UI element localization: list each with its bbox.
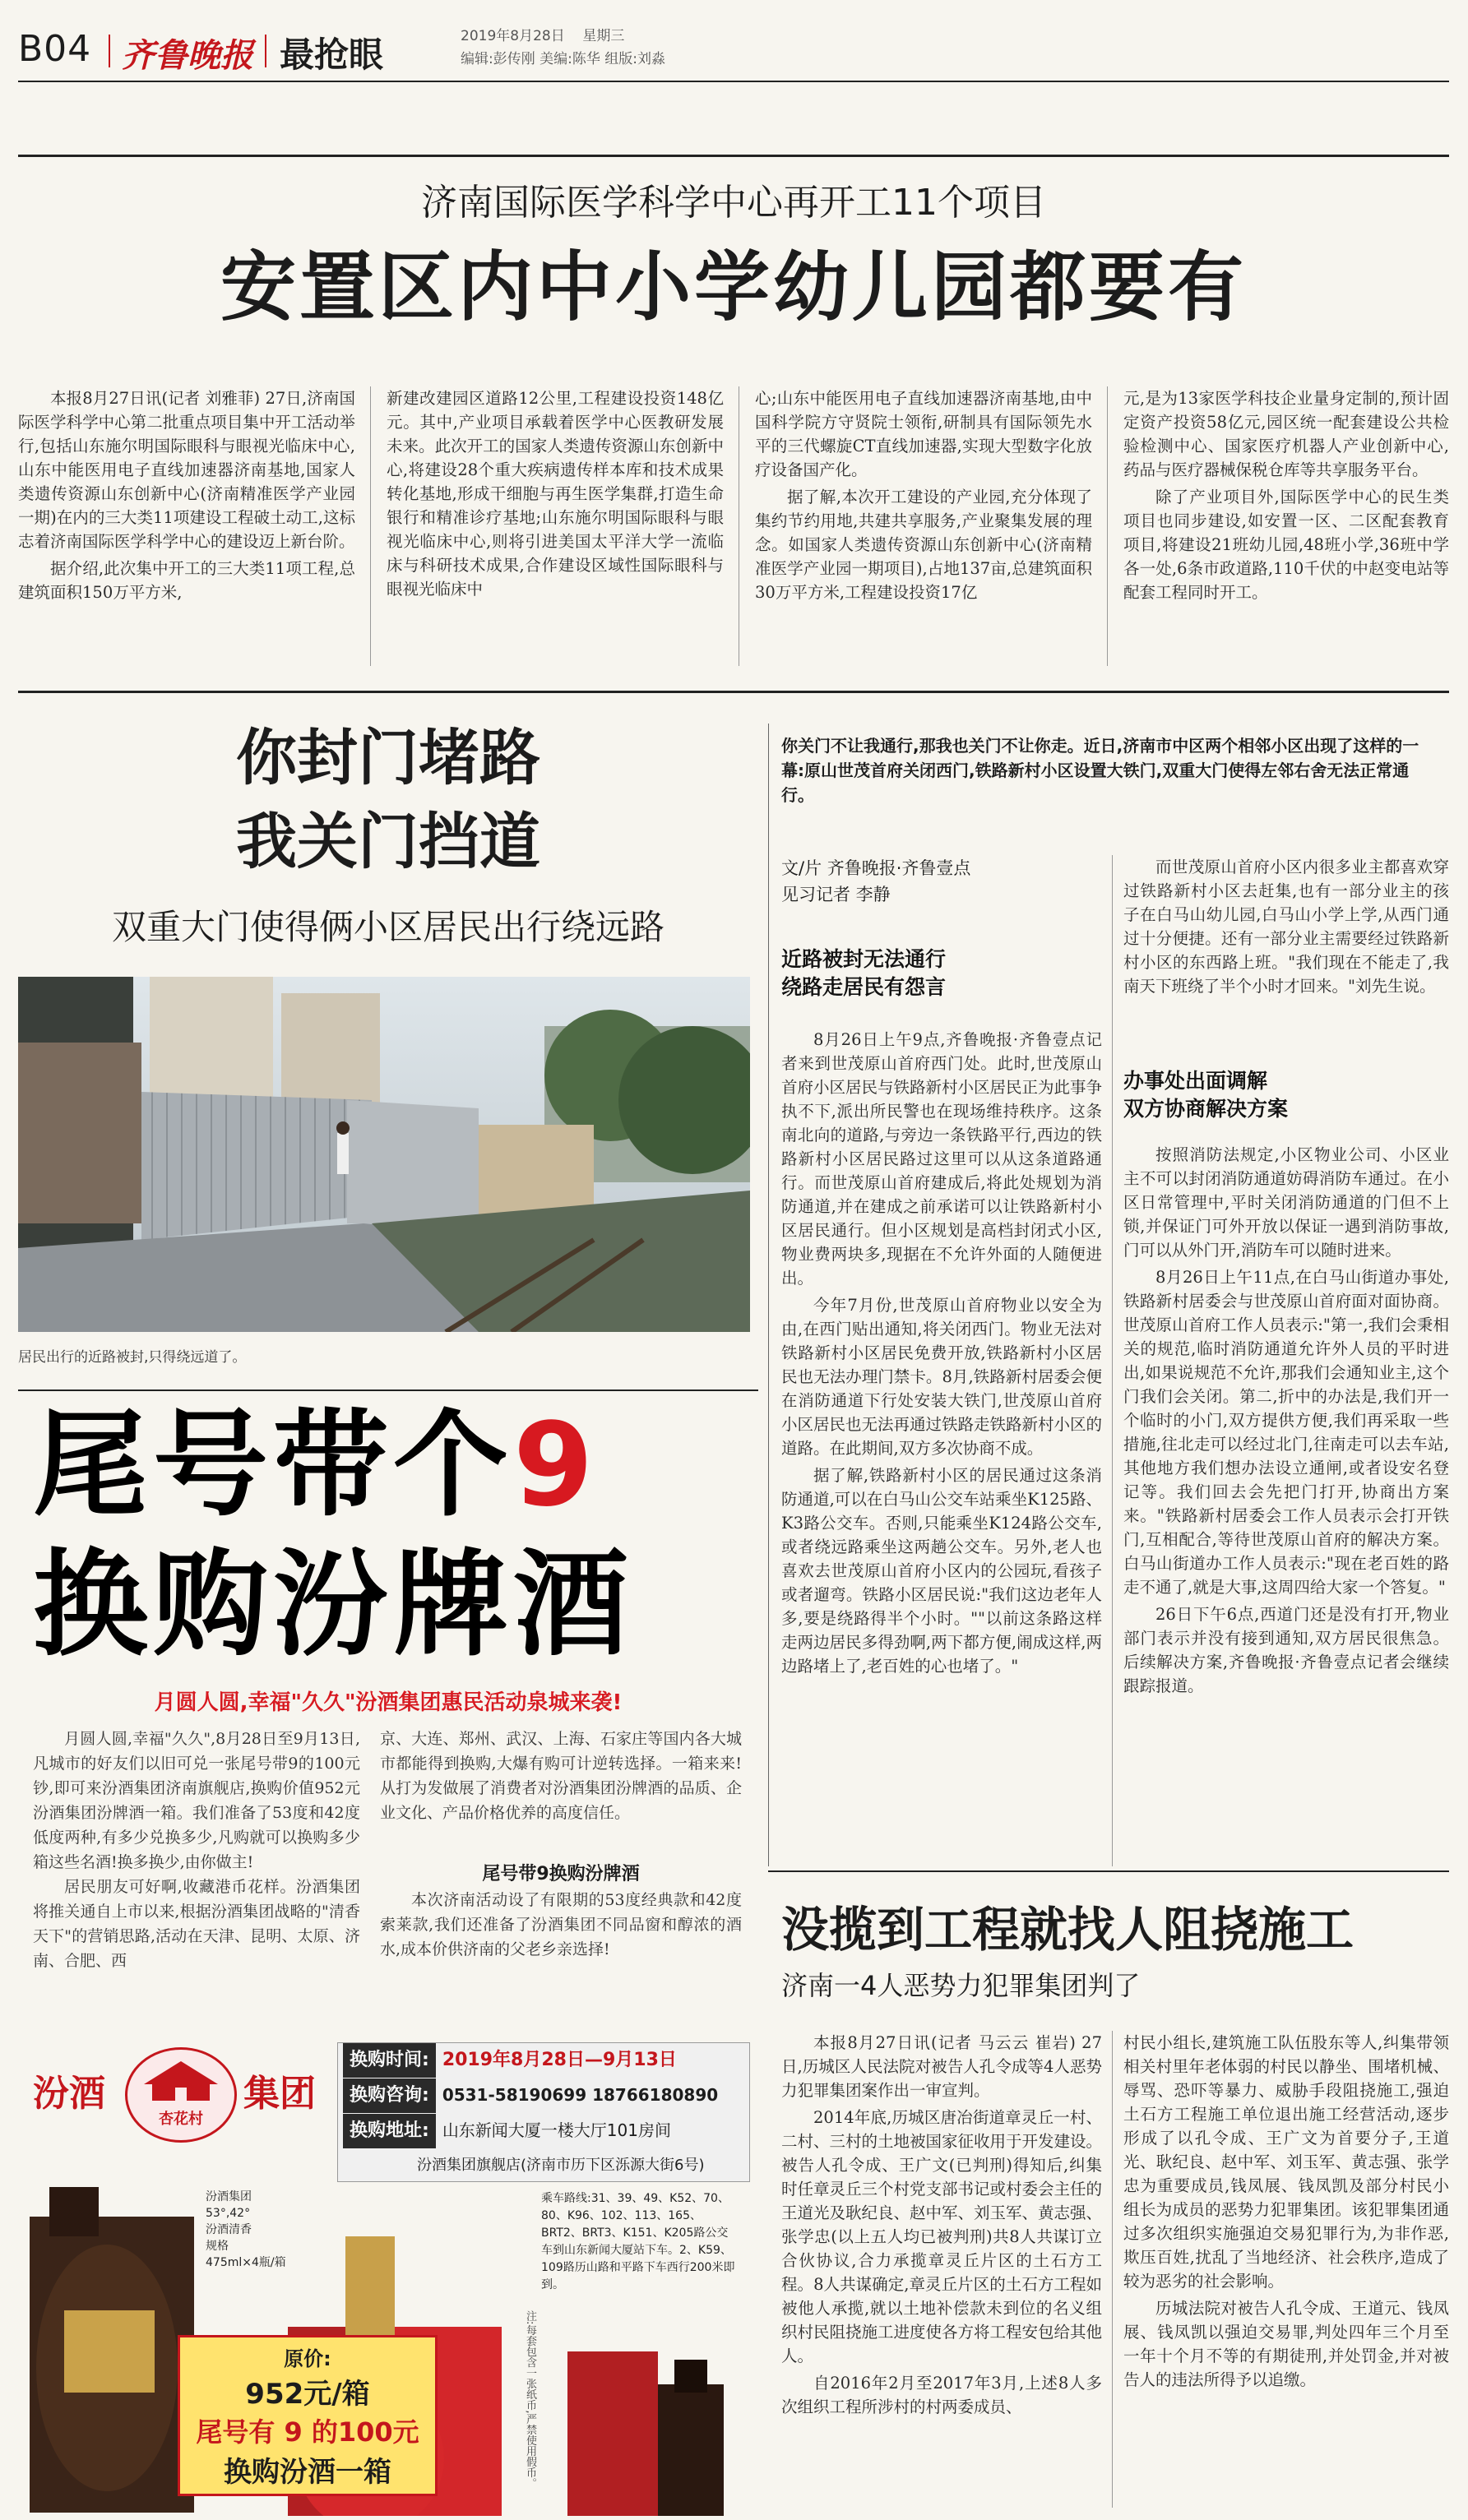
section-title: 最抢眼 xyxy=(280,35,384,75)
header-meta xyxy=(461,25,665,71)
ad-subtitle: 尾号带9换购汾牌酒 xyxy=(482,1864,640,1884)
article1-col3 xyxy=(755,386,1092,666)
paragraph: 居民朋友可好啊,收藏港币花样。汾酒集团将推关通自上市以来,根据汾酒集团战略的"清香天下"的营销思路,活动在天津、昆明、太原、济南、合肥、西 xyxy=(33,1878,360,1970)
paragraph: 本报8月27日讯(记者 刘雅菲) 27日,济南国际医学科学中心第二批重点项目集中开工活动举行,包括山东施尔明国际眼科与眼视光临床中心,山东中能医用电子直线加速器济南基地,国家人类遗传资源山东创新中心(济南精准医学产业园一期)在内的三大类11项建设工程破土动工,这标志着济南国际医学科学中心的建设迈上新台阶。 xyxy=(18,389,355,551)
paragraph: 元,是为13家医学科技企业量身定制的,预计固定资产投资58亿元,园区统一配套建设公共检验检测中心、国家医疗机器人产业创新中心,药品与医疗器械保税仓库等共享服务平台。 xyxy=(1123,389,1449,479)
ad-price-value: 952元/箱 xyxy=(245,2378,370,2411)
paragraph: 按照消防法规定,小区物业公司、小区业主不可以封闭消防通道妨碍消防车通过。在小区日常管理中,平时关闭消防通道的门但不上锁,并保证门可外开放以保证一遇到消防事故,门可以从外门开,消防车可以随时进来。 xyxy=(1123,1145,1449,1260)
article1-top-rule xyxy=(18,155,1449,157)
article2-photo xyxy=(18,977,750,1332)
ad-logo-emblem xyxy=(125,2047,237,2143)
paragraph: 26日下午6点,西道门还是没有打开,物业部门表示并没有接到通知,双方居民很焦急。后续解决方案,齐鲁晚报·齐鲁壹点记者会继续跟踪报道。 xyxy=(1123,1605,1449,1695)
article1-col1 xyxy=(18,386,355,666)
article2-subhead-1: 近路被封无法通行 绕路走居民有怨言 xyxy=(781,947,947,999)
ad-top-rule xyxy=(18,1389,758,1391)
ad-addr-label: 换购地址: xyxy=(343,2114,436,2148)
issue-weekday: 星期三 xyxy=(582,28,625,44)
header-divider-1 xyxy=(109,35,110,67)
ad-product-area xyxy=(25,2187,757,2516)
article3-top-rule xyxy=(768,1870,1449,1872)
article2-byline-2: 见习记者 李静 xyxy=(781,885,891,904)
ad-price-label: 原价: xyxy=(284,2347,331,2370)
article2-lead: 你关门不让我通行,那我也关门不让你走。近日,济南市中区两个相邻小区出现了这样的一幕:原山世茂首府关闭西门,铁路新村小区设置大铁门,双重大门使得左邻右舍无法正常通行。 xyxy=(781,736,1419,805)
paragraph: 据了解,本次开工建设的产业园,充分体现了集约节约用地,共建共享服务,产业聚集发展的理念。如国家人类遗传资源山东创新中心(济南精准医学产业园一期项目),占地137亩,总建筑面积30万平方米,工程建设投资17亿 xyxy=(755,488,1092,602)
article3-headline: 没揽到工程就找人阻挠施工 xyxy=(781,1902,1355,1958)
ad-headline-2: 换购汾牌酒 xyxy=(33,1538,634,1672)
editor-credits: 编辑:彭传刚 美编:陈华 组版:刘淼 xyxy=(461,51,665,67)
ad-logo-left: 汾酒 xyxy=(33,2073,105,2115)
column-divider xyxy=(1112,2031,1113,2508)
ad-price-offer-2: 换购汾酒一箱 xyxy=(224,2456,391,2489)
article2-headline-1: 你封门堵路 xyxy=(236,723,540,793)
ad-text-col1 xyxy=(33,1727,360,1998)
blocked-road-photo xyxy=(18,977,750,1332)
ad-side-note: 注:每套包含一张纸币,严禁使用假币。 xyxy=(524,2310,536,2489)
paragraph: 今年7月份,世茂原山首府物业以安全为由,在西门贴出通知,将关闭西门。物业无法对铁路新村小区居民免费开放,铁路新村小区居民也无法办理门禁卡。8月,铁路新村居委会便在消防通道下行处安装大铁门,世茂原山首府小区居民也无法再通过铁路走铁路新村小区的道路。在此期间,双方多次协商不成。 xyxy=(781,1296,1102,1458)
paragraph: 8月26日上午11点,在白马山街道办事处,铁路新村居委会与世茂原山首府面对面协商。世茂原山首府工作人员表示:"第一,我们会秉相关的规范,临时消防通道允许外人员的平时进出,如果说规范不允许,那我们会通知业主,这个门我们会关闭。第二,折中的办法是,我们开一个临时的小门,双方提供方便,我们再采取一些措施,往北走可以经过北门,往南走可以去车站,其他地方我们想办法设立通闸,或者设安名登记等。我们回去会先把门打开,协商出方案来。"铁路新村居委会工作人员表示会打开铁门,互相配合,等待世茂原山首府的解决方案。白马山街道办工作人员表示:"现在老百姓的路走不通了,就是大事,这周四给大家一个答复。" xyxy=(1123,1268,1449,1597)
article1-col2 xyxy=(387,386,724,666)
paragraph: 月圆人圆,幸福"久久",8月28日至9月13日,凡城市的好友们以旧可兑一张尾号带9的100元钞,即可来汾酒集团济南旗舰店,换购价值952元汾酒集团汾牌酒一箱。我们准备了53度和42度低度两种,有多少兑换多少,凡购就可以换购多少箱这些名酒!换多换少,由你做主! xyxy=(33,1730,360,1871)
article2-column-b1 xyxy=(1123,855,1449,1056)
article2-column-a xyxy=(781,1028,1102,1858)
paragraph: 村民小组长,建筑施工队伍股东等人,纠集带领相关村里年老体弱的村民以静坐、围堵机械、辱骂、恐吓等暴力、威胁手段阻挠施工,强迫土石方工程施工单位退出施工经营活动,逐步形成了以孔令成、王广文为首要分子,王道光、耿纪良、赵中军、刘玉军、黄志强、张学忠为重要成员,钱凤展、钱凤凯及部分村民小组长为成员的恶势力犯罪集团。该犯罪集团通过多次组织实施强迫交易犯罪行为,为非作恶,欺压百姓,扰乱了当地经济、社会秩序,造成了较为恶劣的社会影响。 xyxy=(1123,2033,1449,2291)
column-divider xyxy=(1107,386,1108,666)
article2-subhead-2: 办事处出面调解 双方协商解决方案 xyxy=(1123,1069,1289,1121)
article3-column-a xyxy=(781,2031,1102,2508)
paragraph: 据了解,铁路新村小区的居民通过这条消防通道,可以在白马山公交车站乘坐K125路、K3路公交车。否则,只能乘坐K124路公交车,或者绕远路乘坐这两趟公交车。另外,老人也喜欢去世茂原山首府小区内的公园玩,看孩子或者遛弯。铁路小区居民说:"我们这边老年人多,要是绕路得半个小时。""以前这条路这样走两边居民多得劲啊,两下都方便,闹成这样,两边路堵上了,老百姓的心也堵了。" xyxy=(781,1466,1102,1676)
article2-vertical-divider xyxy=(768,724,769,1866)
ad-logo-right: 集团 xyxy=(243,2073,316,2115)
ad-store-row xyxy=(338,2148,749,2183)
pavilion-icon xyxy=(127,2050,234,2107)
ad-bus-route: 乘车路线:31、39、49、K52、70、80、K96、102、113、165、BRT2、BRT3、K151、K205路公交车到山东新闻大厦站下车。2、K59、109路历山路和平路下车西行200米即到。 xyxy=(541,2192,735,2291)
article3-subheadline: 济南一4人恶势力犯罪集团判了 xyxy=(781,1970,1141,2001)
article2-subheadline: 双重大门使得俩小区居民出行绕远路 xyxy=(111,907,665,947)
paragraph: 本报8月27日讯(记者 马云云 崔岩) 27日,历城区人民法院对被告人孔令成等4人恶势力犯罪集团案作出一审宣判。 xyxy=(781,2033,1102,2100)
ad-info-box xyxy=(337,2042,750,2182)
ad-headline-nine: 9 xyxy=(513,1399,599,1533)
ad-phone-value: 0531-58190699 18766180890 xyxy=(442,2085,719,2105)
ad-logo-sub: 杏花村 xyxy=(159,2111,203,2128)
article1-bottom-rule xyxy=(18,691,1449,693)
ad-headline-1-text: 尾号带个 xyxy=(33,1399,514,1533)
article1-kicker: 济南国际医学科学中心再开工11个项目 xyxy=(421,182,1046,224)
ad-price-offer: 尾号有 9 的100元 xyxy=(196,2416,419,2448)
article2-column-b2 xyxy=(1123,1143,1449,1858)
ad-phone-label: 换购咨询: xyxy=(343,2078,436,2113)
article2-headline-2: 我关门挡道 xyxy=(236,807,540,877)
ad-text-col2 xyxy=(380,1727,742,1825)
article1-col4 xyxy=(1123,386,1449,666)
ad-addr-value: 山东新闻大厦一楼大厅101房间 xyxy=(442,2120,671,2140)
ad-time-label: 换购时间: xyxy=(343,2043,436,2078)
paragraph: 新建改建园区道路12公里,工程建设投资148亿元。其中,产业项目承载着医学中心医教研发展未来。此次开工的国家人类遗传资源山东创新中心,将建设28个重大疾病遗传样本库和技术成果转化基地,形成干细胞与再生医学集群,打造生命银行和精准诊疗基地;山东施尔明国际眼科与眼视光临床中心,则将引进美国太平洋大学一流临床与科研技术成果,合作建设区域性国际眼科与眼视光临床中 xyxy=(387,389,724,599)
brand-logo: 齐鲁晚报 xyxy=(122,36,253,75)
ad-price-box xyxy=(178,2335,438,2496)
ad-time-value: 2019年8月28日—9月13日 xyxy=(442,2050,677,2070)
ad-headline-1 xyxy=(33,1396,757,1536)
header-rule xyxy=(18,81,1449,82)
issue-date: 2019年8月28日 xyxy=(461,28,565,44)
article3-column-b xyxy=(1123,2031,1449,2508)
paragraph: 心;山东中能医用电子直线加速器济南基地,由中国科学院方守贤院士领衔,研制具有国际领先水平的三代螺旋CT直线加速器,实现大型数字化放疗设备国产化。 xyxy=(755,389,1092,479)
ad-time-row xyxy=(338,2043,749,2078)
ad-phone-row xyxy=(338,2078,749,2113)
paragraph: 除了产业项目外,国际医学中心的民生类项目也同步建设,如安置一区、二区配套教育项目,将建设21班幼儿园,48班小学,36班中学各一处,6条市政道路,110千伏的中赵变电站等配套工程同时开工。 xyxy=(1123,488,1449,602)
ad-logo xyxy=(33,2047,337,2154)
page-number: B04 xyxy=(18,28,92,70)
paragraph: 2014年底,历城区唐冶街道章灵丘一村、二村、三村的土地被国家征收用于开发建设。被告人孔令成、王广文(已判刑)得知后,纠集时任章灵丘三个村党支部书记或村委会主任的王道光及耿纪良、赵中军、刘玉军、黄志强、张学忠(以上五人均已被判刑)共8人共谋订立合伙协议,合力承揽章灵丘片区的土石方工程。8人共谋确定,章灵丘片区的土石方工程如被他人承揽,就以土地补偿款未到位的名义组织村民阻挠施工进度使各方将工程安包给其他人。 xyxy=(781,2108,1102,2365)
paragraph: 历城法院对被告人孔令成、王道元、钱凤展、钱凤凯以强迫交易罪,判处四年三个月至一年十个月不等的有期徒刑,并处罚金,并对被告人的违法所得予以追缴。 xyxy=(1123,2299,1449,2389)
paragraph: 本次济南活动设了有限期的53度经典款和42度索莱款,我们还准备了汾酒集团不同品窗和醇浓的酒水,成本价供济南的父老乡亲选择! xyxy=(380,1891,742,1958)
ad-store-value: 汾酒集团旗舰店(济南市历下区泺源大街6号) xyxy=(417,2157,705,2174)
article2-photo-caption: 居民出行的近路被封,只得绕远道了。 xyxy=(18,1349,247,1366)
paragraph: 而世茂原山首府小区内很多业主都喜欢穿过铁路新村小区去赶集,也有一部分业主的孩子在白马山幼儿园,白马山小学上学,从西门通过十分便捷。还有一部分业主需要经过铁路新村小区的东西路上班。"我们现在不能走了,我南天下班绕了半个小时才回来。"刘先生说。 xyxy=(1123,858,1449,996)
article1-headline: 安置区内中小学幼儿园都要有 xyxy=(220,243,1247,331)
paragraph: 8月26日上午9点,齐鲁晚报·齐鲁壹点记者来到世茂原山首府西门处。此时,世茂原山首府小区居民与铁路新村小区居民正为此事争执不下,派出所民警也在现场维持秩序。这条南北向的道路,与旁边一条铁路平行,西边的铁路新村小区居民路过这里可以从这条道路通行。而世茂原山首府建成后,将此处规划为消防通道,并在建成之前承诺可以让铁路新村小区居民通行。但小区规划是高档封闭式小区,物业费两块多,现据在不允许外面的人随便进出。 xyxy=(781,1030,1102,1288)
column-divider xyxy=(370,386,371,666)
paragraph: 京、大连、郑州、武汉、上海、石家庄等国内各大城市都能得到换购,大爆有购可计逆转选择。一箱来来!从打为发做展了消费者对汾酒集团汾牌酒的品质、企业文化、产品价格优养的高度信任。 xyxy=(380,1730,742,1822)
ad-bottle-spec: 汾酒集团 53°,42° 汾酒清香 规格 475ml×4瓶/箱 xyxy=(206,2190,286,2269)
header-divider-2 xyxy=(265,35,266,67)
column-divider xyxy=(1112,855,1113,1866)
ad-text-col3 xyxy=(380,1888,742,1962)
paragraph: 据介绍,此次集中开工的三大类11项工程,总建筑面积150万平方米, xyxy=(18,559,355,602)
ad-slogan: 月圆人圆,幸福"久久"汾酒集团惠民活动泉城来袭! xyxy=(154,1690,623,1715)
paragraph: 自2016年2月至2017年3月,上述8人多次组织工程所涉村的村两委成员、 xyxy=(781,2374,1102,2416)
article2-byline-1: 文/片 齐鲁晚报·齐鲁壹点 xyxy=(781,858,971,878)
ad-addr-row xyxy=(338,2113,749,2148)
